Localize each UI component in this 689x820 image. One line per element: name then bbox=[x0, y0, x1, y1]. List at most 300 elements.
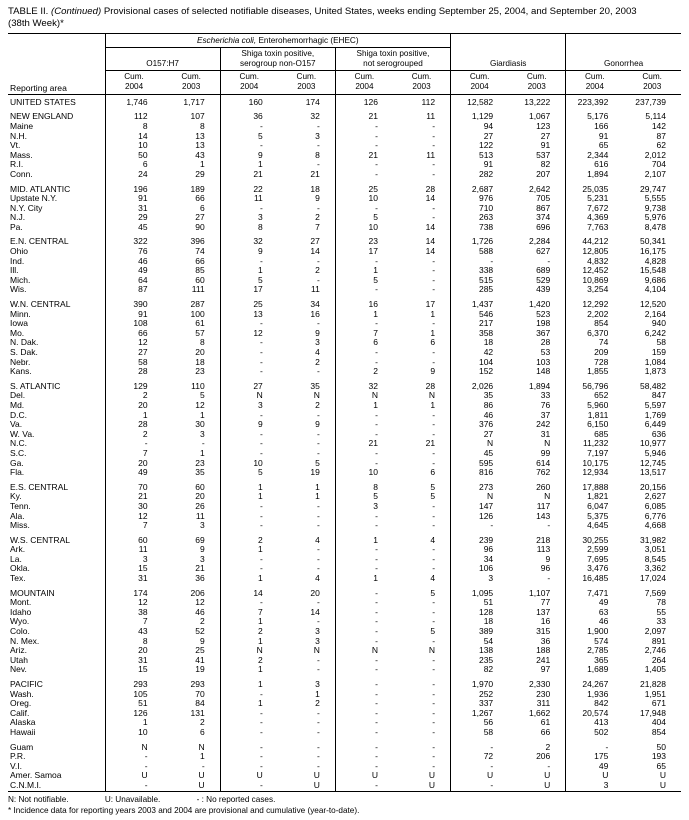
value-cell: 32 bbox=[310, 111, 320, 122]
value-cell: 2 bbox=[335, 367, 393, 377]
value-cell: 8 bbox=[105, 122, 163, 132]
table-row bbox=[8, 502, 681, 512]
value-cell: 19 bbox=[310, 468, 320, 478]
value-cell: 1 bbox=[315, 689, 320, 699]
value-cell: - bbox=[432, 718, 436, 728]
value-cell: 704 bbox=[651, 160, 666, 170]
value-cell: 1,855 bbox=[566, 367, 624, 377]
table-row bbox=[8, 762, 681, 772]
value-cell: - bbox=[317, 319, 320, 329]
value-cell: 7 bbox=[105, 617, 163, 627]
value-cell: 263 bbox=[451, 213, 509, 223]
value-cell: 34 bbox=[310, 299, 320, 310]
value-cell: - bbox=[220, 598, 278, 608]
value-cell: - bbox=[335, 545, 393, 555]
value-cell: 20 bbox=[105, 459, 163, 469]
value-cell: - bbox=[335, 132, 393, 142]
value-cell: 728 bbox=[566, 358, 624, 368]
value-cell: 2,330 bbox=[528, 679, 551, 690]
reporting-area-cell: Oreg. bbox=[10, 699, 32, 709]
value-cell: - bbox=[317, 655, 320, 665]
value-cell: 854 bbox=[566, 319, 624, 329]
value-cell: - bbox=[335, 141, 393, 151]
value-cell: 3 bbox=[315, 679, 320, 690]
value-cell: 1,437 bbox=[451, 295, 509, 310]
value-cell: 5 bbox=[220, 468, 278, 478]
reporting-area-cell: Del. bbox=[10, 391, 26, 401]
reporting-area-cell: Ill. bbox=[10, 266, 19, 276]
value-cell: 10,869 bbox=[566, 276, 624, 286]
table-row bbox=[8, 194, 681, 204]
value-cell: 376 bbox=[451, 420, 509, 430]
value-cell: 11 bbox=[311, 285, 320, 295]
value-cell: 72 bbox=[451, 752, 509, 762]
value-cell: 62 bbox=[656, 141, 666, 151]
value-cell: 91 bbox=[105, 310, 163, 320]
value-cell: 58 bbox=[451, 728, 509, 738]
value-cell: 166 bbox=[566, 122, 624, 132]
value-cell: 51 bbox=[451, 598, 509, 608]
value-cell: 12 bbox=[105, 338, 163, 348]
value-cell: - bbox=[105, 781, 163, 791]
value-cell: 614 bbox=[536, 458, 551, 468]
value-cell: 42 bbox=[451, 348, 509, 358]
value-cell: 3 bbox=[105, 555, 163, 565]
value-cell: 8,545 bbox=[644, 554, 666, 564]
value-cell: - bbox=[432, 679, 436, 690]
shiga-not-serogrouped-header bbox=[335, 48, 450, 71]
value-cell: 1,746 bbox=[105, 94, 163, 107]
shiga-non-o157-line1: Shiga toxin positive, bbox=[241, 49, 315, 59]
value-cell: - bbox=[335, 738, 393, 753]
value-cell: 523 bbox=[536, 309, 551, 319]
value-cell: 46 bbox=[566, 617, 624, 627]
value-cell: - bbox=[317, 598, 320, 608]
table-row bbox=[8, 430, 681, 440]
table-row bbox=[8, 608, 681, 618]
value-cell: - bbox=[317, 160, 320, 170]
value-cell: 21 bbox=[105, 492, 163, 502]
value-cell: 28 bbox=[425, 380, 436, 391]
reporting-area-cell: Mo. bbox=[10, 328, 25, 338]
value-cell: - bbox=[335, 699, 393, 709]
table-row bbox=[8, 545, 681, 555]
value-cell: - bbox=[335, 257, 393, 267]
table-row bbox=[8, 170, 681, 180]
value-cell: - bbox=[451, 738, 509, 753]
value-cell: 20 bbox=[310, 587, 320, 598]
value-cell: 595 bbox=[451, 459, 509, 469]
value-cell: 235 bbox=[451, 656, 509, 666]
value-cell: - bbox=[335, 675, 393, 690]
value-cell: 66 bbox=[195, 256, 205, 266]
value-cell: 12 bbox=[195, 400, 205, 410]
value-cell: 123 bbox=[536, 121, 551, 131]
value-cell: 17,888 bbox=[566, 478, 624, 493]
value-cell: 252 bbox=[451, 690, 509, 700]
value-cell: 152 bbox=[451, 367, 509, 377]
value-cell: 7,763 bbox=[566, 223, 624, 233]
value-cell: 652 bbox=[566, 391, 624, 401]
value-cell: 5,976 bbox=[644, 213, 666, 223]
value-cell: 3,476 bbox=[566, 564, 624, 574]
value-cell: 5 bbox=[430, 492, 436, 502]
value-cell: 126 bbox=[451, 512, 509, 522]
value-cell: 27 bbox=[195, 213, 205, 223]
shiga-non-o157-line2: serogroup non-O157 bbox=[240, 58, 316, 68]
reporting-area-cell: Hawaii bbox=[10, 727, 36, 737]
table-row bbox=[8, 401, 681, 411]
value-cell: - bbox=[317, 521, 320, 531]
value-cell: N bbox=[220, 646, 278, 656]
value-cell: 96 bbox=[540, 564, 551, 574]
value-cell: 87 bbox=[105, 285, 163, 295]
value-cell: 1,894 bbox=[566, 170, 624, 180]
column-header-cum-2004: Cum. 2004 bbox=[105, 71, 163, 94]
value-cell: - bbox=[335, 656, 393, 666]
value-cell: 49 bbox=[105, 468, 163, 478]
value-cell: 209 bbox=[566, 348, 624, 358]
value-cell: 1 bbox=[430, 400, 436, 410]
value-cell: N bbox=[544, 439, 551, 449]
column-header-cum-2003: Cum. 2003 bbox=[278, 71, 336, 94]
value-cell: 6,776 bbox=[644, 511, 666, 521]
reporting-area-cell: V.I. bbox=[10, 761, 22, 771]
value-cell: 10 bbox=[105, 728, 163, 738]
value-cell: 207 bbox=[536, 169, 551, 179]
table-row bbox=[8, 564, 681, 574]
value-cell: 12,805 bbox=[566, 247, 624, 257]
value-cell: 1 bbox=[335, 401, 393, 411]
value-cell: - bbox=[220, 555, 278, 565]
value-cell: 21 bbox=[195, 564, 205, 574]
value-cell: 107 bbox=[190, 111, 205, 122]
reporting-area-cell: Tenn. bbox=[10, 501, 31, 511]
table-row bbox=[8, 521, 681, 531]
value-cell: 54 bbox=[451, 637, 509, 647]
value-cell: 37 bbox=[540, 410, 551, 420]
value-cell: 322 bbox=[105, 232, 163, 247]
value-cell: 2 bbox=[105, 391, 163, 401]
value-cell: 82 bbox=[451, 665, 509, 675]
value-cell: - bbox=[317, 429, 320, 439]
value-cell: 627 bbox=[536, 247, 551, 257]
value-cell: 940 bbox=[651, 319, 666, 329]
value-cell: 529 bbox=[536, 275, 551, 285]
table-row bbox=[8, 348, 681, 358]
value-cell: - bbox=[432, 636, 436, 646]
column-header-cum-2004: Cum. 2004 bbox=[566, 71, 624, 94]
table-row bbox=[8, 574, 681, 584]
value-cell: 14 bbox=[220, 584, 278, 599]
reporting-area-cell: Colo. bbox=[10, 627, 30, 637]
value-cell: 3 bbox=[315, 636, 320, 646]
value-cell: 56,796 bbox=[566, 377, 624, 392]
value-cell: - bbox=[432, 429, 436, 439]
value-cell: 1 bbox=[199, 448, 205, 458]
value-cell: 1 bbox=[220, 545, 278, 555]
reporting-area-cell: Miss. bbox=[10, 521, 30, 531]
value-cell: 854 bbox=[651, 727, 666, 737]
value-cell: 285 bbox=[451, 285, 509, 295]
reporting-area-cell: Kans. bbox=[10, 367, 32, 377]
value-cell: 3 bbox=[315, 131, 320, 141]
value-cell: - bbox=[566, 738, 624, 753]
value-cell: 1,873 bbox=[644, 367, 666, 377]
value-cell: N bbox=[198, 741, 205, 752]
reporting-area-cell: E.N. CENTRAL bbox=[10, 236, 69, 247]
value-cell: - bbox=[432, 665, 436, 675]
table-row bbox=[8, 675, 681, 690]
value-cell: - bbox=[335, 781, 393, 791]
value-cell: 12,745 bbox=[640, 458, 666, 468]
value-cell: 12 bbox=[195, 598, 205, 608]
value-cell: 5,960 bbox=[566, 401, 624, 411]
value-cell: U bbox=[451, 771, 509, 781]
table-row bbox=[8, 512, 681, 522]
value-cell: - bbox=[432, 458, 436, 468]
value-cell: 9 bbox=[199, 545, 205, 555]
shiga-not-serogrouped-line1: Shiga toxin positive, bbox=[356, 49, 430, 59]
value-cell: 1,267 bbox=[451, 709, 509, 719]
value-cell: - bbox=[432, 727, 436, 737]
table-row bbox=[8, 531, 681, 546]
value-cell: 15 bbox=[105, 665, 163, 675]
value-cell: 36 bbox=[195, 574, 205, 584]
value-cell: 4,104 bbox=[644, 285, 666, 295]
value-cell: - bbox=[335, 728, 393, 738]
value-cell: 31 bbox=[105, 574, 163, 584]
value-cell: 35 bbox=[195, 468, 205, 478]
value-cell: 7,672 bbox=[566, 204, 624, 214]
table-row bbox=[8, 180, 681, 195]
value-cell: 2 bbox=[220, 627, 278, 637]
value-cell: 9 bbox=[545, 554, 551, 564]
reporting-area-cell: E.S. CENTRAL bbox=[10, 481, 69, 492]
value-cell: 45 bbox=[451, 449, 509, 459]
value-cell: 61 bbox=[540, 718, 551, 728]
value-cell: 8,478 bbox=[644, 222, 666, 232]
column-header-cum-2003: Cum. 2003 bbox=[393, 71, 451, 94]
table-body bbox=[8, 94, 681, 791]
value-cell: U bbox=[313, 771, 320, 781]
value-cell: 58,482 bbox=[640, 380, 666, 391]
value-cell: - bbox=[220, 502, 278, 512]
value-cell: - bbox=[335, 348, 393, 358]
legend-line bbox=[8, 794, 681, 805]
value-cell: 28 bbox=[105, 420, 163, 430]
value-cell: 389 bbox=[451, 627, 509, 637]
value-cell: 33 bbox=[656, 617, 666, 627]
reporting-area-cell: D.C. bbox=[10, 410, 27, 420]
value-cell: 696 bbox=[536, 222, 551, 232]
value-cell: 2 bbox=[315, 357, 320, 367]
title-line2: (38th Week)* bbox=[8, 17, 64, 29]
value-cell: - bbox=[335, 411, 393, 421]
value-cell: 17,024 bbox=[640, 574, 666, 584]
value-cell: - bbox=[335, 598, 393, 608]
reporting-area-cell: Ky. bbox=[10, 492, 22, 502]
value-cell: - bbox=[317, 617, 320, 627]
value-cell: 1 bbox=[220, 574, 278, 584]
value-cell: 22 bbox=[220, 180, 278, 195]
table-row bbox=[8, 449, 681, 459]
value-cell: 82 bbox=[540, 160, 551, 170]
value-cell: 27 bbox=[451, 132, 509, 142]
value-cell: - bbox=[335, 617, 393, 627]
table-row bbox=[8, 771, 681, 781]
value-cell: - bbox=[220, 521, 278, 531]
value-cell: 1 bbox=[220, 637, 278, 647]
value-cell: 51 bbox=[105, 699, 163, 709]
value-cell: 57 bbox=[195, 328, 205, 338]
value-cell: 10 bbox=[105, 141, 163, 151]
table-row bbox=[8, 204, 681, 214]
value-cell: - bbox=[317, 439, 320, 449]
value-cell: - bbox=[547, 574, 551, 584]
value-cell: - bbox=[335, 627, 393, 637]
value-cell: N bbox=[451, 492, 509, 502]
value-cell: 97 bbox=[540, 665, 551, 675]
value-cell: 28 bbox=[425, 183, 436, 194]
value-cell: - bbox=[335, 718, 393, 728]
table-row bbox=[8, 420, 681, 430]
value-cell: 3 bbox=[451, 574, 509, 584]
reporting-area-cell: Nebr. bbox=[10, 357, 31, 367]
value-cell: 11 bbox=[195, 511, 205, 521]
value-cell: 14 bbox=[310, 607, 320, 617]
table-row bbox=[8, 367, 681, 377]
value-cell: 15,548 bbox=[640, 266, 666, 276]
value-cell: 9 bbox=[315, 328, 320, 338]
reporting-area-cell: N.Y. City bbox=[10, 203, 43, 213]
value-cell: 8 bbox=[105, 637, 163, 647]
value-cell: 7 bbox=[105, 449, 163, 459]
value-cell: - bbox=[335, 319, 393, 329]
value-cell: 35 bbox=[451, 391, 509, 401]
value-cell: 1,689 bbox=[566, 665, 624, 675]
value-cell: 55 bbox=[656, 607, 666, 617]
value-cell: 502 bbox=[566, 728, 624, 738]
value-cell: 14 bbox=[425, 194, 436, 204]
table-row bbox=[8, 598, 681, 608]
legend-not-notifiable: N: Not notifiable. bbox=[8, 794, 69, 804]
value-cell: 3,362 bbox=[644, 564, 666, 574]
value-cell: - bbox=[335, 608, 393, 618]
reporting-area-cell: Okla. bbox=[10, 564, 30, 574]
value-cell: 6 bbox=[199, 203, 205, 213]
reporting-area-cell: C.N.M.I. bbox=[10, 780, 42, 790]
value-cell: 9 bbox=[220, 151, 278, 161]
value-cell: 11 bbox=[426, 150, 436, 160]
value-cell: 287 bbox=[190, 299, 205, 310]
value-cell: 12 bbox=[220, 329, 278, 339]
value-cell: 198 bbox=[536, 319, 551, 329]
value-cell: 66 bbox=[195, 194, 205, 204]
table-row bbox=[8, 285, 681, 295]
value-cell: 842 bbox=[566, 699, 624, 709]
reporting-area-cell: Ind. bbox=[10, 256, 25, 266]
reporting-area-header: Reporting area bbox=[8, 34, 105, 94]
value-cell: 49 bbox=[566, 762, 624, 772]
value-cell: 91 bbox=[105, 194, 163, 204]
value-cell: 14 bbox=[425, 222, 436, 232]
value-cell: 2,202 bbox=[566, 310, 624, 320]
value-cell: 196 bbox=[105, 180, 163, 195]
reporting-area-cell: Ga. bbox=[10, 458, 24, 468]
value-cell: 273 bbox=[451, 478, 509, 493]
table-row bbox=[8, 752, 681, 762]
value-cell: - bbox=[317, 741, 320, 752]
value-cell: 108 bbox=[105, 319, 163, 329]
value-cell: 76 bbox=[105, 247, 163, 257]
reporting-area-cell: Amer. Samoa bbox=[10, 771, 62, 781]
value-cell: 2,627 bbox=[644, 492, 666, 502]
value-cell: 76 bbox=[540, 400, 551, 410]
reporting-area-cell: Mass. bbox=[10, 150, 33, 160]
value-cell: 14 bbox=[310, 247, 320, 257]
value-cell: 14 bbox=[425, 247, 436, 257]
value-cell: 56 bbox=[451, 718, 509, 728]
value-cell: 206 bbox=[190, 587, 205, 598]
value-cell: 9 bbox=[315, 194, 320, 204]
value-cell: 15 bbox=[105, 564, 163, 574]
value-cell: 3 bbox=[199, 554, 205, 564]
value-cell: 14 bbox=[425, 236, 436, 247]
reporting-area-cell: Alaska bbox=[10, 718, 36, 728]
value-cell: 9 bbox=[199, 636, 205, 646]
value-cell: 16 bbox=[335, 295, 393, 310]
value-cell: 7 bbox=[105, 521, 163, 531]
value-cell: 21 bbox=[220, 170, 278, 180]
value-cell: - bbox=[317, 564, 320, 574]
value-cell: 30 bbox=[195, 420, 205, 430]
value-cell: 58 bbox=[656, 338, 666, 348]
value-cell: 3 bbox=[199, 521, 205, 531]
value-cell: 685 bbox=[566, 430, 624, 440]
value-cell: 174 bbox=[105, 584, 163, 599]
value-cell: 6 bbox=[430, 468, 436, 478]
value-cell: - bbox=[432, 521, 436, 531]
value-cell: 537 bbox=[536, 150, 551, 160]
reporting-area-cell: Conn. bbox=[10, 169, 33, 179]
table-row bbox=[8, 656, 681, 666]
value-cell: - bbox=[335, 555, 393, 565]
table-row bbox=[8, 555, 681, 565]
value-cell: 60 bbox=[195, 481, 205, 492]
header-row-groups bbox=[8, 34, 681, 48]
value-cell: - bbox=[432, 121, 436, 131]
table-title bbox=[8, 6, 681, 29]
value-cell: 5 bbox=[220, 132, 278, 142]
value-cell: - bbox=[335, 122, 393, 132]
reporting-area-cell: N.C. bbox=[10, 439, 27, 449]
value-cell: 5,114 bbox=[645, 111, 666, 122]
value-cell: 5,231 bbox=[566, 194, 624, 204]
value-cell: 2 bbox=[315, 266, 320, 276]
value-cell: 129 bbox=[105, 377, 163, 392]
value-cell: 100 bbox=[190, 309, 205, 319]
value-cell: N bbox=[428, 646, 436, 656]
value-cell: - bbox=[105, 752, 163, 762]
value-cell: 260 bbox=[536, 481, 551, 492]
reporting-area-cell: N.J. bbox=[10, 213, 26, 223]
value-cell: - bbox=[432, 256, 436, 266]
table-row bbox=[8, 459, 681, 469]
value-cell: 2 bbox=[199, 617, 205, 627]
column-header-cum-2003: Cum. 2003 bbox=[623, 71, 681, 94]
value-cell: 27 bbox=[310, 236, 320, 247]
